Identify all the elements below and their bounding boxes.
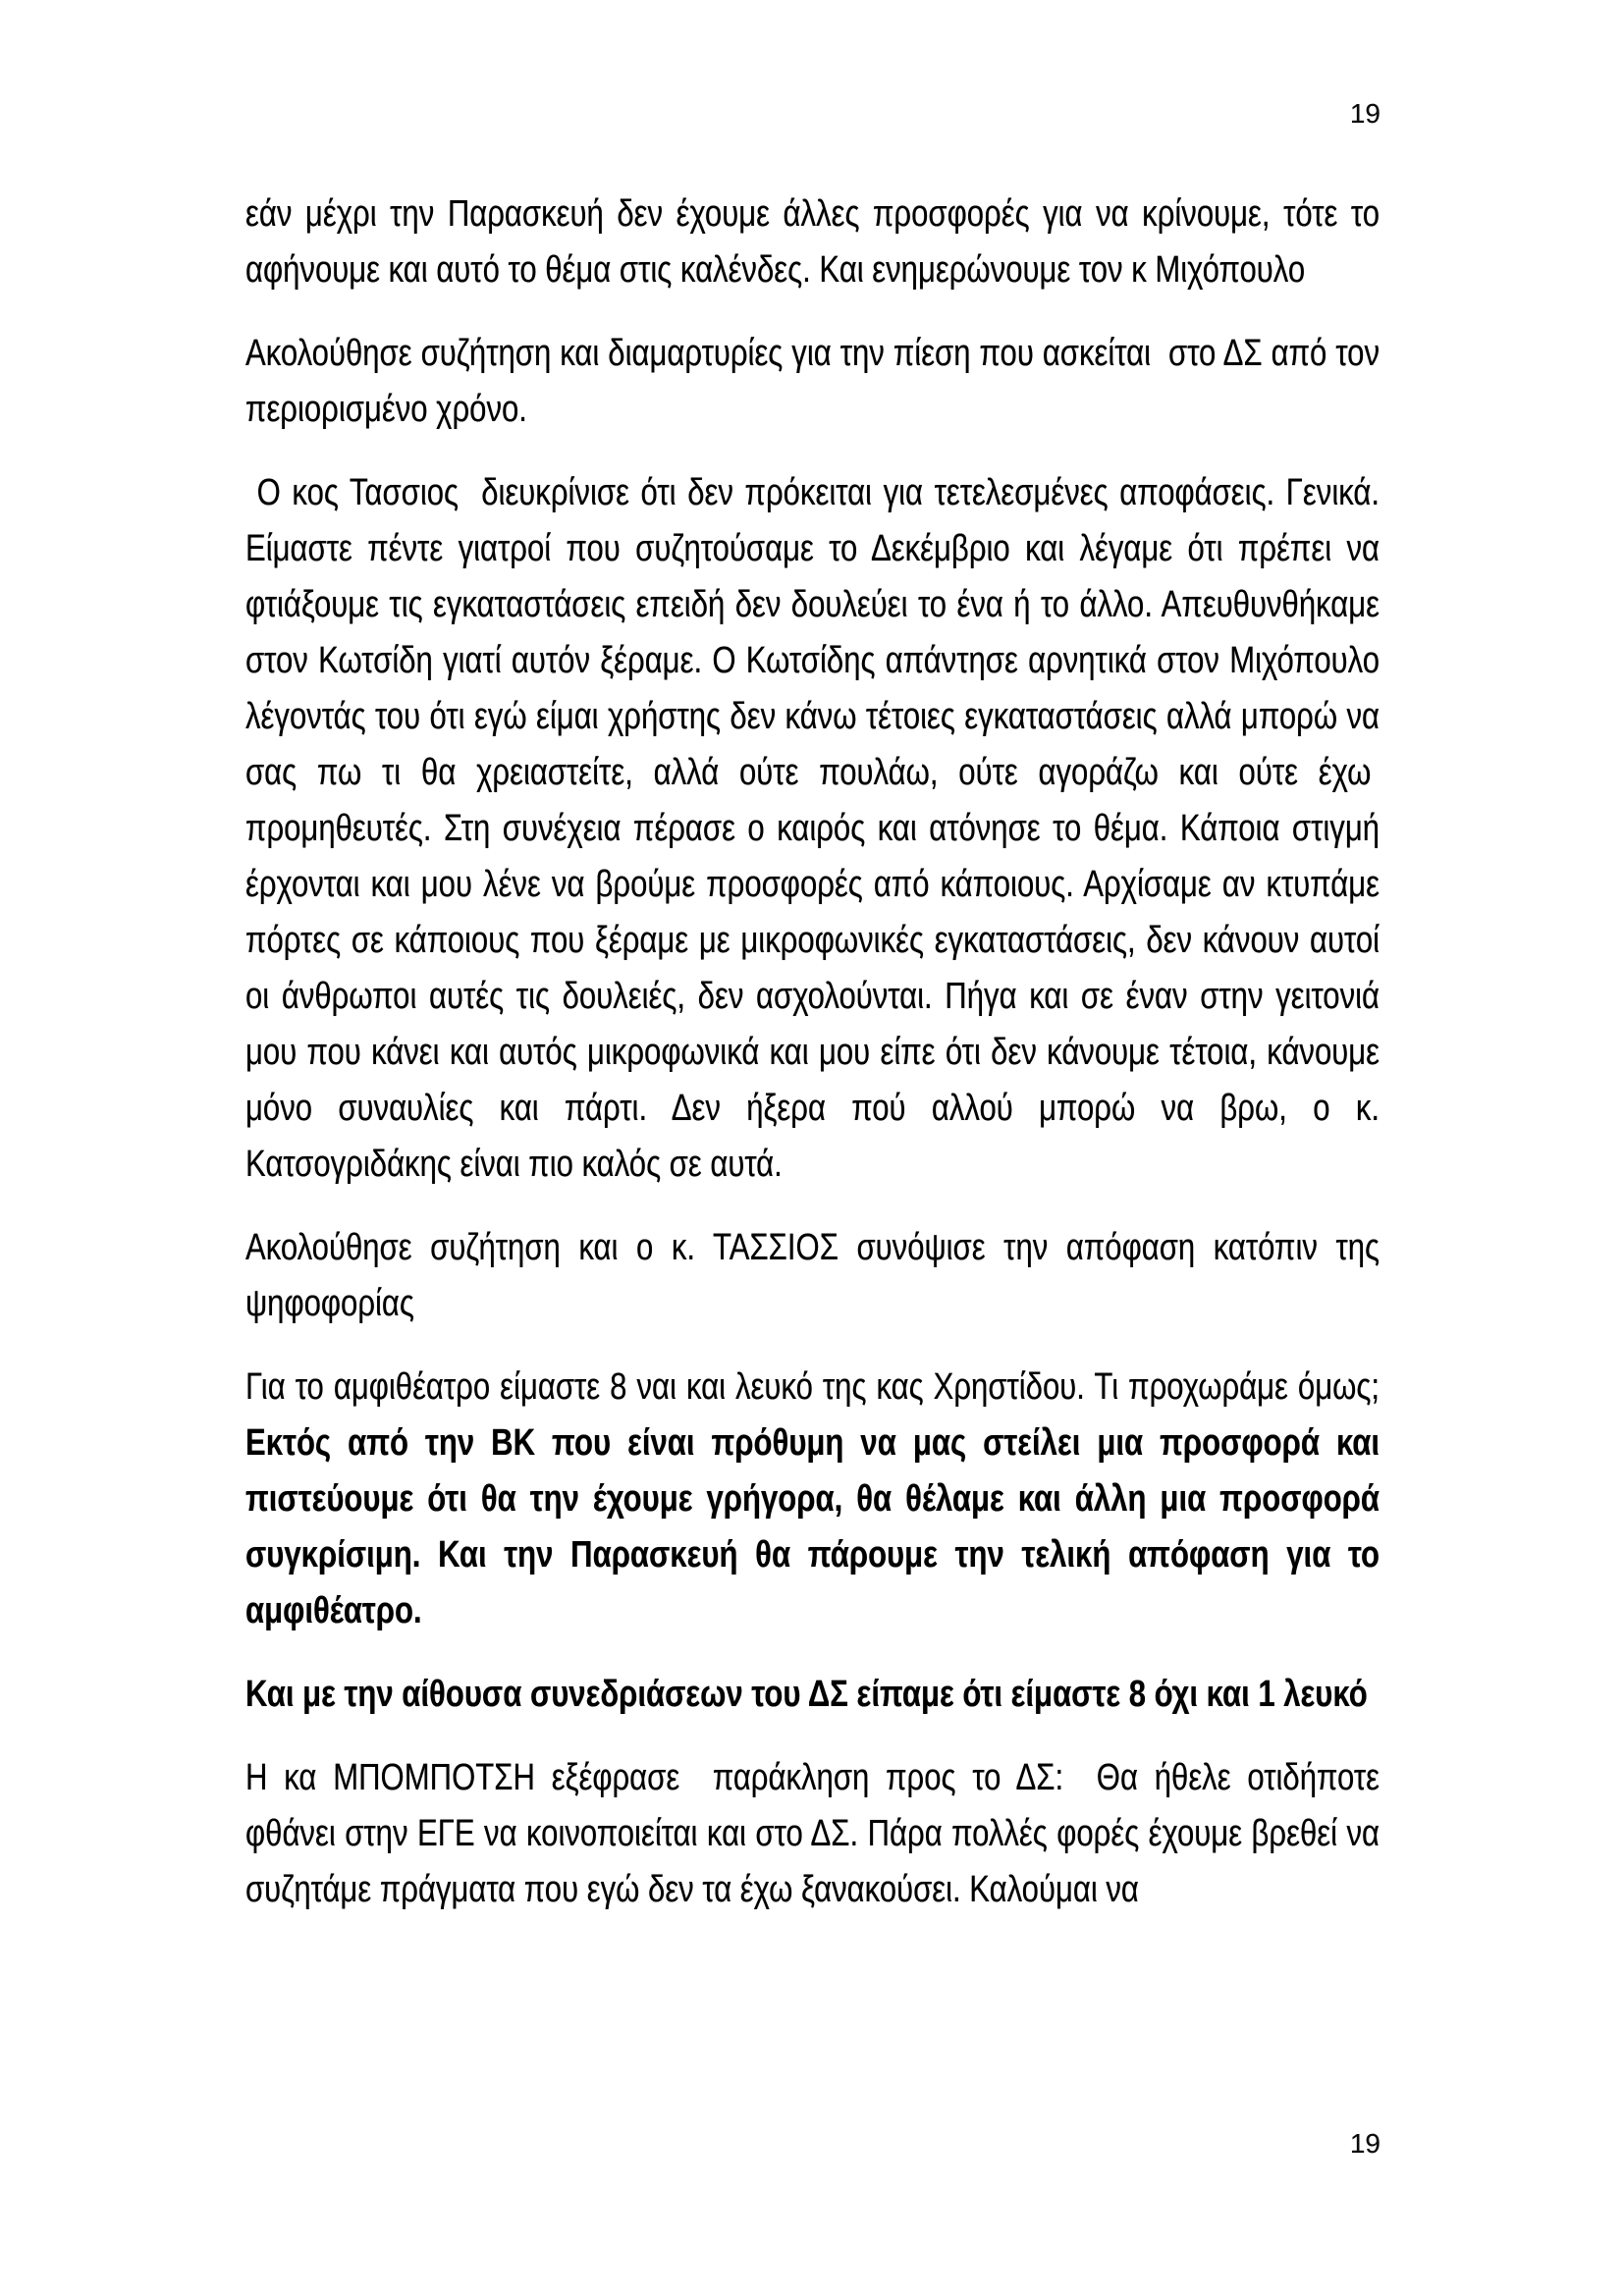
text-segment: Για το αμφιθέατρο είμαστε 8 ναι και λευκό της κας Χρηστίδου. Τι προχωράμε όμως; [245, 1366, 1380, 1408]
bold-text-segment: Και με την αίθουσα συνεδριάσεων του ΔΣ είπαμε ότι είμαστε 8 όχι και 1 λευκό [245, 1674, 1368, 1715]
paragraph [245, 1220, 1380, 1332]
paragraph [245, 465, 1380, 1193]
paragraph [245, 1360, 1380, 1639]
document-body [245, 187, 1380, 1946]
text-segment: εάν μέχρι την Παρασκευή δεν έχουμε άλλες προσφορές για να κρίνουμε, τότε το αφήνουμε και αυτό το θέμα στις καλένδες. Και ενημερώνουμε τον κ Μιχόπουλο [245, 193, 1380, 291]
text-segment: Η κα ΜΠΟΜΠΟΤΣΗ εξέφρασε παράκληση προς το ΔΣ: Θα ήθελε οτιδήποτε φθάνει στην ΕΓΕ να κοινοποιείται και στο ΔΣ. Πάρα πολλές φορές έχουμε βρεθεί να συζητάμε πράγματα που εγώ δεν τα έχω ξανακούσει. Καλούμαι να [245, 1757, 1380, 1910]
bold-text-segment: Εκτός από την ΒΚ που είναι πρόθυμη να μας στείλει μια προσφορά και πιστεύουμε ότι θα την έχουμε γρήγορα, θα θέλαμε και άλλη μια προσφορά συγκρίσιμη. Και την Παρασκευή θα πάρουμε την τελική απόφαση για το αμφιθέατρο. [245, 1422, 1380, 1631]
paragraph [245, 1750, 1380, 1918]
text-segment: Ο κος Τασσιος διευκρίνισε ότι δεν πρόκειται για τετελεσμένες αποφάσεις. Γενικά. Είμαστε πέντε γιατροί που συζητούσαμε το Δεκέμβριο και λέγαμε ότι πρέπει να φτιάξουμε τις εγκαταστάσεις επειδή δεν δουλεύει το ένα ή το άλλο. Απευθυνθήκαμε στον Κωτσίδη γιατί αυτόν ξέραμε. Ο Κωτσίδης απάντησε αρνητικά στον Μιχόπουλο λέγοντάς του ότι εγώ είμαι χρήστης δεν κάνω τέτοιες εγκαταστάσεις αλλά μπορώ να σας πω τι θα χρειαστείτε, αλλά ούτε πουλάω, ούτε αγοράζω και ούτε έχω προμηθευτές. Στη συνέχεια πέρασε ο καιρός και ατόνησε το θέμα. Κάποια στιγμή έρχονται και μου λένε να βρούμε προσφορές από κάποιους. Αρχίσαμε αν κτυπάμε πόρτες σε κάποιους που ξέραμε με μικροφωνικές εγκαταστάσεις, δεν κάνουν αυτοί οι άνθρωποι αυτές τις δουλειές, δεν ασχολούνται. Πήγα και σε έναν στην γειτονιά μου που κάνει και αυτός μικροφωνικά και μου είπε ότι δεν κάνουμε τέτοια, κάνουμε μόνο συναυλίες και πάρτι. Δεν ήξερα πού αλλού μπορώ να βρω, ο κ. Κατσογριδάκης είναι πιο καλός σε αυτά. [245, 472, 1380, 1185]
text-segment: Ακολούθησε συζήτηση και ο κ. ΤΑΣΣΙΟΣ συνόψισε την απόφαση κατόπιν της ψηφοφορίας [245, 1227, 1380, 1324]
paragraph [245, 1667, 1380, 1723]
page-number-bottom: 19 [1349, 2128, 1380, 2159]
paragraph [245, 187, 1380, 298]
paragraph [245, 326, 1380, 438]
page-number-top: 19 [1349, 98, 1380, 129]
text-segment: Ακολούθησε συζήτηση και διαμαρτυρίες για την πίεση που ασκείται στο ΔΣ από τον περιορισμένο χρόνο. [245, 333, 1380, 430]
